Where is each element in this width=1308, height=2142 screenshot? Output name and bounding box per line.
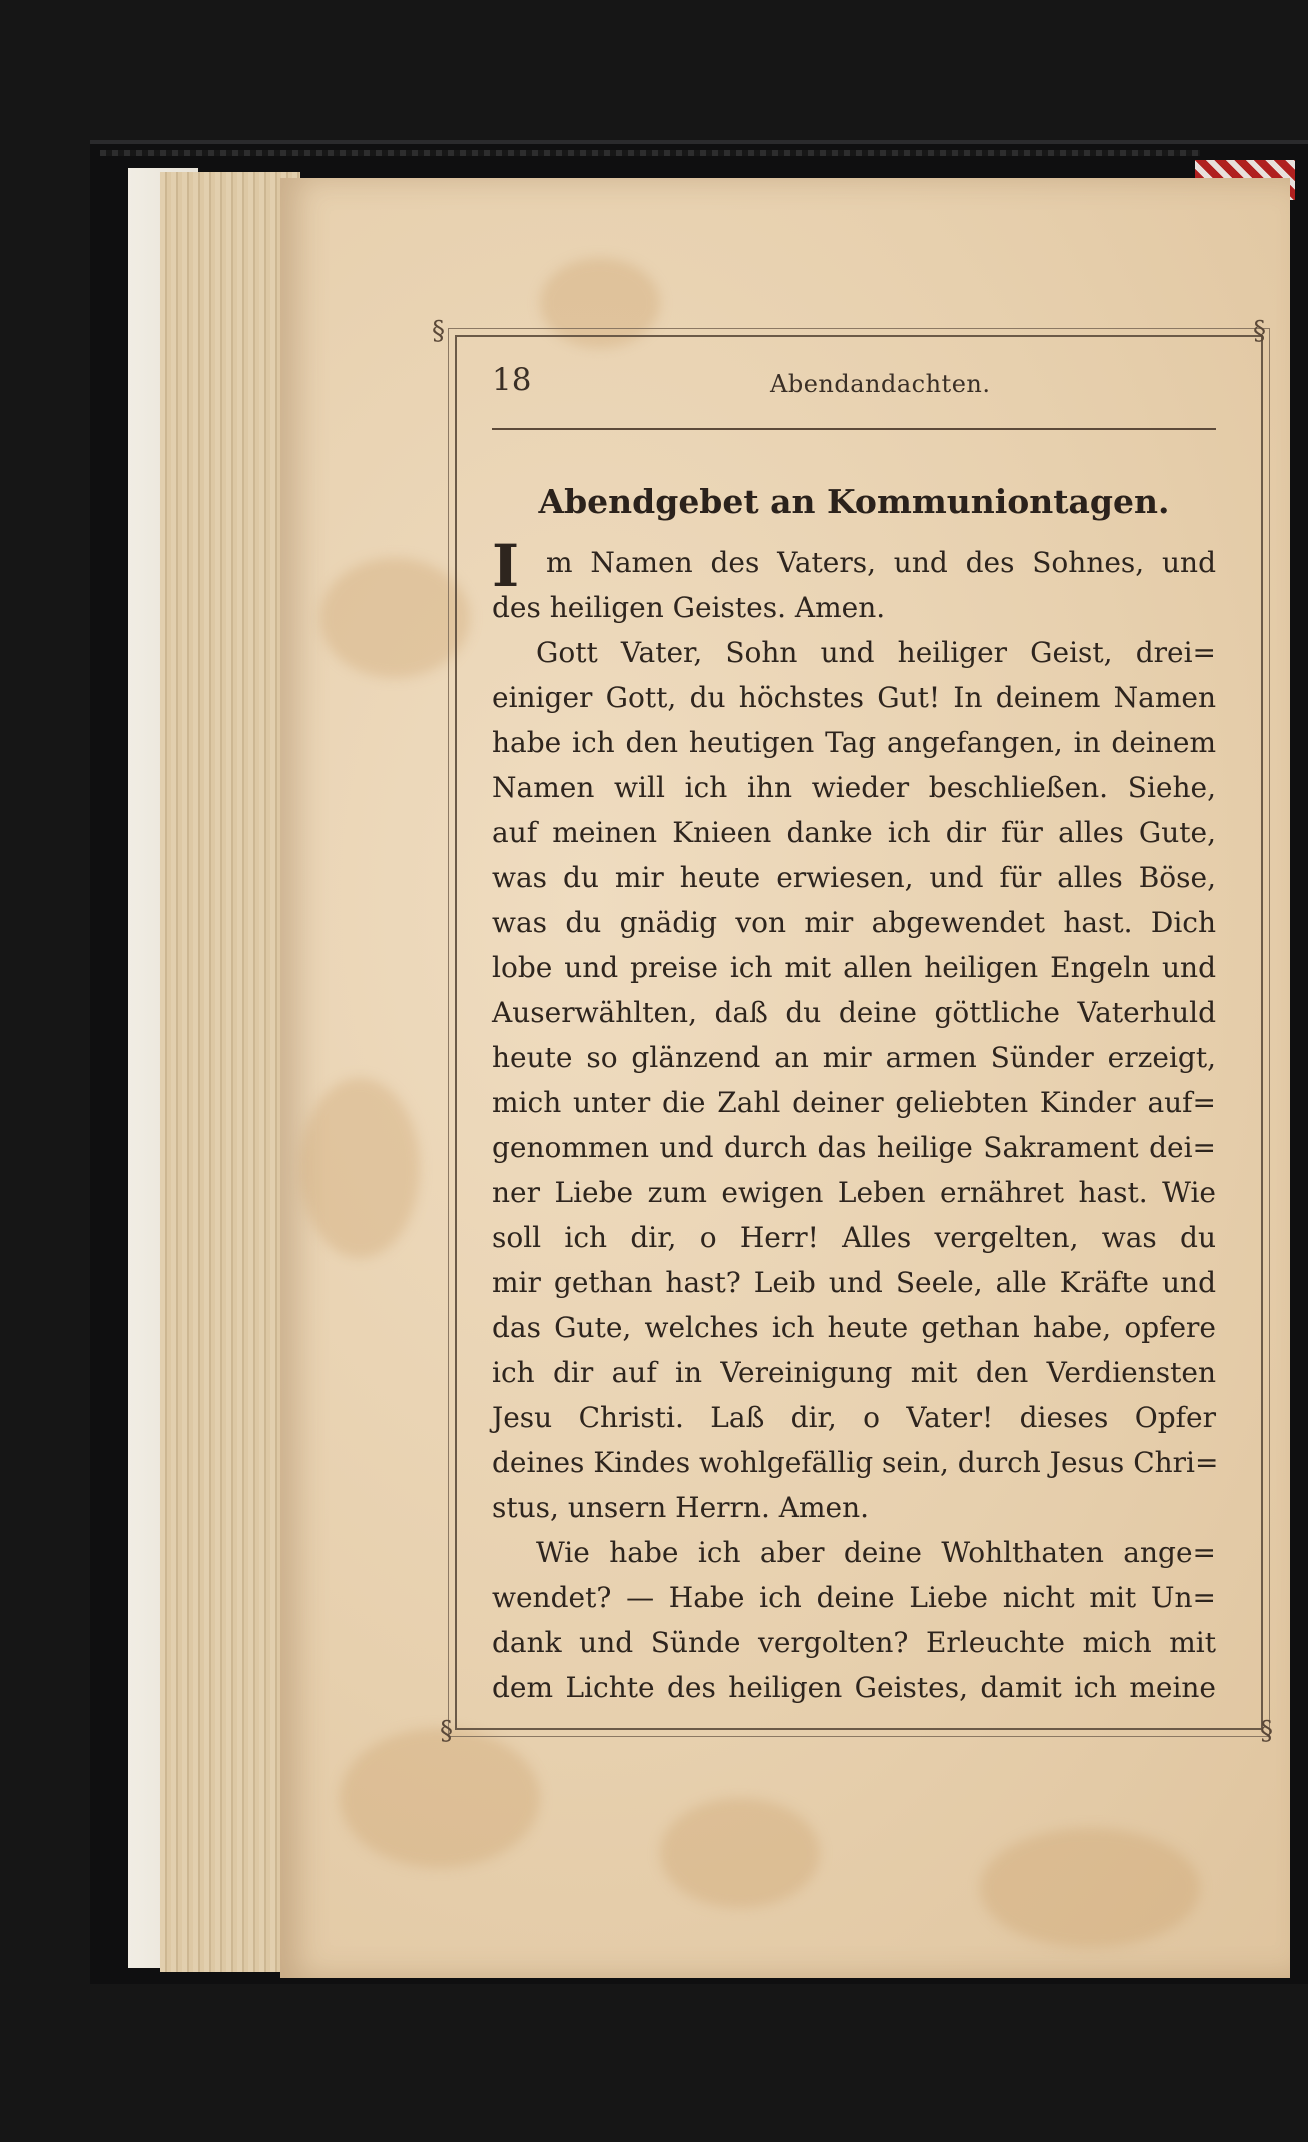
foxing-stain [980,1828,1200,1948]
frame-corner-ornament-icon: § [1260,1716,1273,1746]
page-edges [160,172,300,1972]
text-line: heute so glänzend an mir armen Sünder erzeigt, [492,1041,1216,1074]
text-line: Auserwählten, daß du deine göttliche Vaterhuld [492,996,1216,1029]
text-line: stus, unsern Herrn. Amen. [492,1491,870,1524]
text-line: dem Lichte des heiligen Geistes, damit ich meine [492,1671,1216,1704]
text-line: soll ich dir, o Herr! Alles vergelten, was du [492,1221,1216,1254]
text-line: mir gethan hast? Leib und Seele, alle Kräfte und [492,1266,1216,1299]
page-number: 18 [492,362,532,398]
text-line: des heiligen Geistes. Amen. [492,591,886,624]
page-header [492,362,1220,412]
text-line: mich unter die Zahl deiner geliebten Kinder auf= [492,1086,1216,1119]
foxing-stain [300,1078,420,1258]
foxing-stain [340,1728,540,1868]
text-line [492,532,1216,600]
text-line-content: m Namen des Vaters, und des Sohnes, und [546,546,1216,579]
text-line: habe ich den heutigen Tag angefangen, in deinem [492,726,1216,759]
foxing-stain [660,1798,820,1908]
text-line: was du gnädig von mir abgewendet hast. Dich [492,906,1216,939]
text-line: was du mir heute erwiesen, und für alles Böse, [492,861,1216,894]
section-title: Abendgebet an Kommuniontagen. [538,482,1170,521]
text-line: Jesu Christi. Laß dir, o Vater! dieses Opfer [492,1401,1216,1434]
text-line: Wie habe ich aber deine Wohlthaten ange= [536,1536,1216,1569]
text-line: Gott Vater, Sohn und heiliger Geist, drei= [536,636,1216,669]
text-line: einiger Gott, du höchstes Gut! In deinem Namen [492,681,1216,714]
frame-corner-ornament-icon: § [1253,316,1266,346]
frame-corner-ornament-icon: § [432,316,445,346]
text-line: ich dir auf in Vereinigung mit den Verdiensten [492,1356,1216,1389]
text-line: dank und Sünde vergolten? Erleuchte mich mit [492,1626,1216,1659]
text-line: wendet? — Habe ich deine Liebe nicht mit Un= [492,1581,1216,1614]
body-text [492,532,1219,1710]
header-rule [492,428,1216,430]
frame-corner-ornament-icon: § [440,1716,453,1746]
text-line: deines Kindes wohlgefällig sein, durch Jesus Chri= [492,1446,1219,1479]
text-line: genommen und durch das heilige Sakrament dei= [492,1131,1216,1164]
running-title: Abendandachten. [770,370,991,398]
text-line: lobe und preise ich mit allen heiligen Engeln und [492,951,1216,984]
cover-stitching [100,150,1200,156]
text-line: auf meinen Knieen danke ich dir für alles Gute, [492,816,1216,849]
text-line: das Gute, welches ich heute gethan habe, opfere [492,1311,1216,1344]
drop-cap: I [492,532,520,600]
text-line: Namen will ich ihn wieder beschließen. Siehe, [492,771,1216,804]
text-line: ner Liebe zum ewigen Leben ernähret hast. Wie [492,1176,1216,1209]
